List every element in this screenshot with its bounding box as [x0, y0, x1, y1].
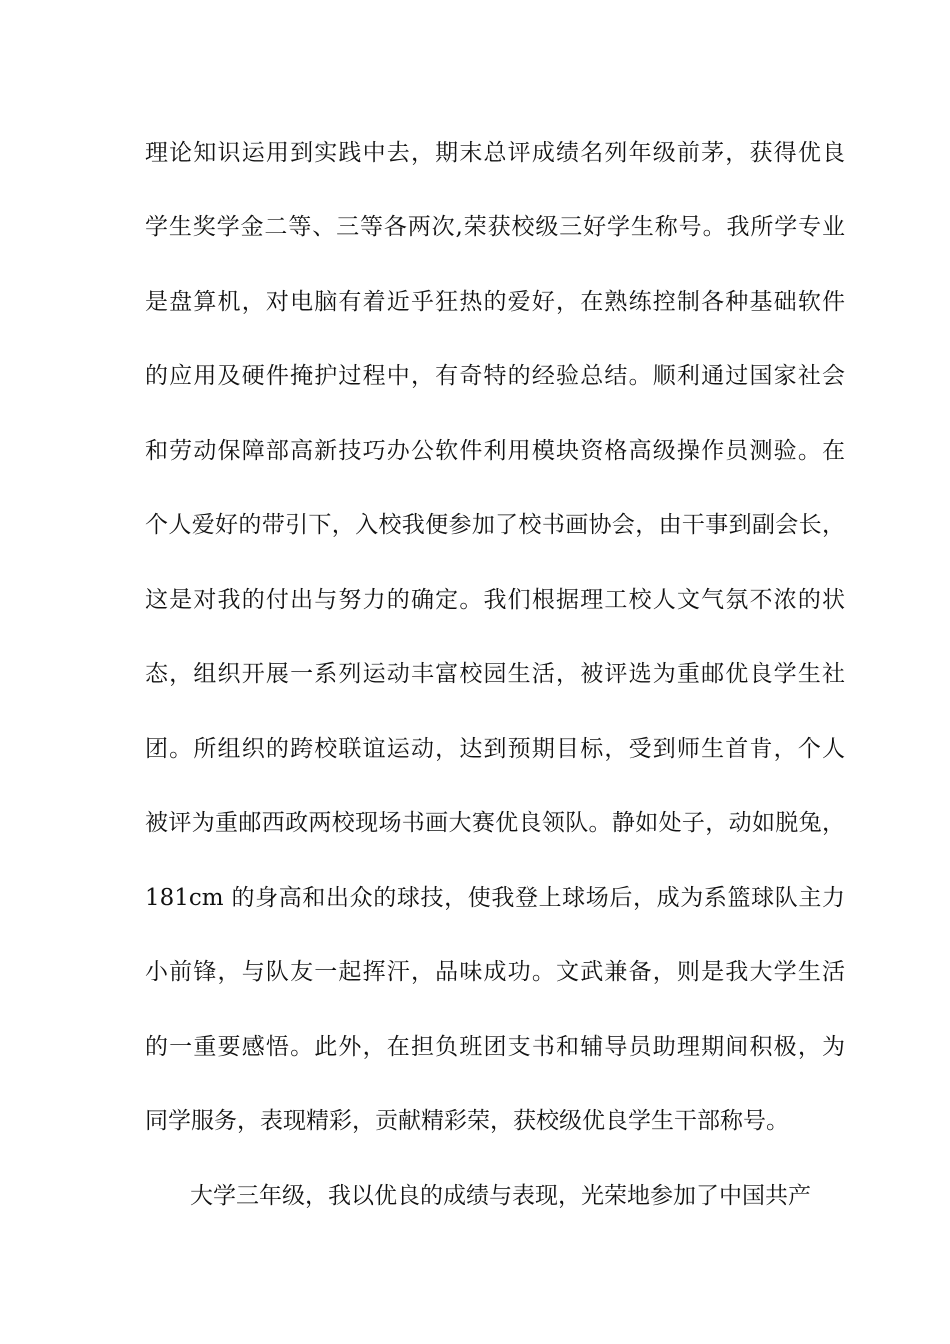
text-line-10: 被评为重邮西政两校现场书画大赛优良领队。静如处子，动如脱兔，	[145, 810, 845, 836]
text-line-4: 的应用及硬件掩护过程中，有奇特的经验总结。顺利通过国家社会	[145, 363, 845, 389]
text-line-7: 这是对我的付出与努力的确定。我们根据理工校人文气氛不浓的状	[145, 587, 845, 613]
text-line-14: 同学服务，表现精彩，贡献精彩荣，获校级优良学生干部称号。	[145, 1108, 789, 1134]
text-line-5: 和劳动保障部高新技巧办公软件利用模块资格高级操作员测验。在	[145, 438, 845, 464]
text-line-11: 181cm 的身高和出众的球技，使我登上球场后，成为系篮球队主力	[145, 885, 845, 911]
text-line-6: 个人爱好的带引下，入校我便参加了校书画协会，由干事到副会长，	[145, 512, 845, 538]
text-line-9: 团。所组织的跨校联谊运动，达到预期目标，受到师生首肯，个人	[145, 736, 845, 762]
text-line-8: 态，组织开展一系列运动丰富校园生活，被评选为重邮优良学生社	[145, 661, 845, 687]
paragraph-start-line: 大学三年级，我以优良的成绩与表现，光荣地参加了中国共产	[190, 1183, 811, 1209]
text-line-1: 理论知识运用到实践中去，期末总评成绩名列年级前茅，获得优良	[145, 140, 845, 166]
text-line-2: 学生奖学金二等、三等各两次,荣获校级三好学生称号。我所学专业	[145, 214, 845, 240]
text-line-13: 的一重要感悟。此外，在担负班团支书和辅导员助理期间积极，为	[145, 1034, 845, 1060]
text-line-3: 是盘算机，对电脑有着近乎狂热的爱好，在熟练控制各种基础软件	[145, 289, 845, 315]
text-line-12: 小前锋，与队友一起挥汗，品味成功。文武兼备，则是我大学生活	[145, 959, 845, 985]
